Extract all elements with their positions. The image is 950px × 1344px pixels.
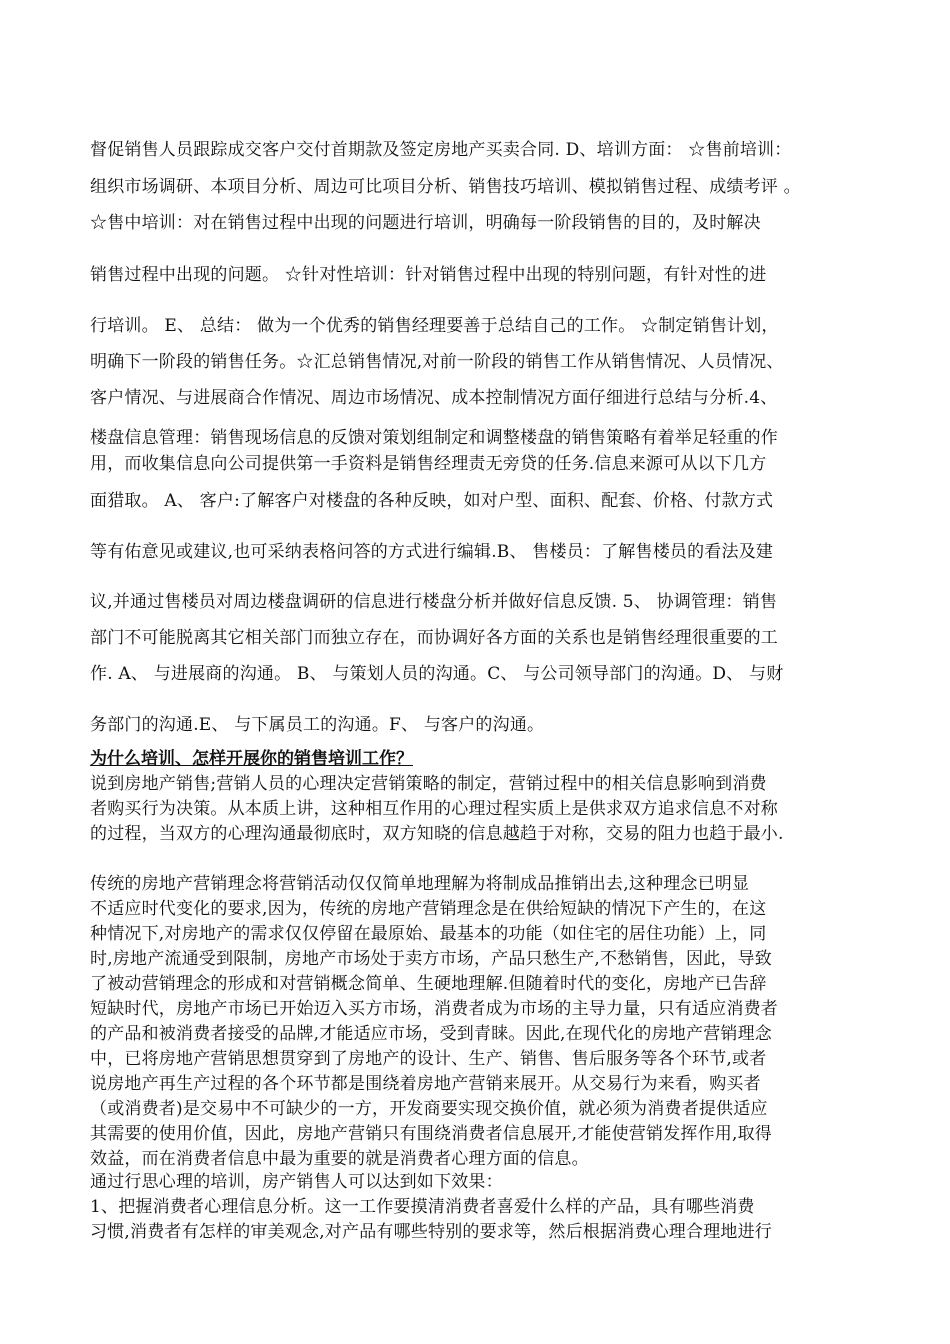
section-heading: 为什么培训、怎样开展你的销售培训工作？ — [90, 749, 413, 769]
text-line: 通过行思心理的培训，房产销售人可以达到如下效果： — [90, 1172, 503, 1192]
text-line: 其需要的使用价值，因此，房地产营销只有围绕消费者信息展开,才能使营销发挥作用,取得 — [90, 1124, 773, 1144]
text-line: 督促销售人员跟踪成交客户交付首期款及签定房地产买卖合同. D、培训方面： ☆售前培训： — [90, 140, 792, 160]
text-line: （或消费者)是交易中不可缺少的一方，开发商要实现交换价值，就必须为消费者提供适应 — [90, 1099, 768, 1119]
text-line: 部门不可能脱离其它相关部门而独立存在，而协调好各方面的关系也是销售经理很重要的工 — [90, 628, 778, 648]
text-line: 种情况下,对房地产的需求仅仅停留在最原始、最基本的功能（如住宅的居住功能）上，同 — [90, 924, 767, 944]
text-line: 说房地产再生产过程的各个环节都是围绕着房地产营销来展开。从交易行为来看，购买者 — [90, 1074, 761, 1094]
text-line: ☆售中培训：对在销售过程中出现的问题进行培训，明确每一阶段销售的目的，及时解决 — [90, 213, 761, 233]
text-line: 者购买行为决策。从本质上讲，这种相互作用的心理过程实质上是供求双方追求信息不对称 — [90, 799, 778, 819]
text-line: 面猎取。 A、 客户:了解客户对楼盘的各种反映，如对户型、面积、配套、价格、付款方式 — [90, 491, 774, 511]
text-line: 中，已将房地产营销思想贯穿到了房地产的设计、生产、销售、售后服务等各个环节,或者 — [90, 1049, 767, 1069]
text-line: 楼盘信息管理：销售现场信息的反馈对策划组制定和调整楼盘的销售策略有着举足轻重的作 — [90, 428, 778, 448]
text-line: 作. A、 与进展商的沟通。 B、 与策划人员的沟通。C、 与公司领导部门的沟通。D、 与财 — [90, 664, 784, 684]
text-line: 效益，而在消费者信息中最为重要的就是消费者心理方面的信息。 — [90, 1149, 589, 1169]
text-line: 务部门的沟通.E、 与下属员工的沟通。F、 与客户的沟通。 — [90, 715, 545, 735]
text-line: 的过程，当双方的心理沟通最彻底时，双方知晓的信息越趋于对称，交易的阻力也趋于最小. — [90, 824, 784, 844]
text-line: 等有佑意见或建议,也可采纳表格问答的方式进行编辑.B、 售楼员：了解售楼员的看法及建 — [90, 542, 774, 562]
text-line: 传统的房地产营销理念将营销活动仅仅简单地理解为将制成品推销出去,这种理念已明显 — [90, 874, 750, 894]
text-line: 短缺时代，房地产市场已开始迈入买方市场，消费者成为市场的主导力量，只有适应消费者 — [90, 999, 778, 1019]
text-line: 明确下一阶段的销售任务。☆汇总销售情况,对前一阶段的销售工作从销售情况、人员情况、 — [90, 352, 784, 372]
text-line: 了被动营销理念的形成和对营销概念简单、生硬地理解.但随着时代的变化，房地产已告辞 — [90, 974, 767, 994]
text-line: 议,并通过售楼员对周边楼盘调研的信息进行楼盘分析并做好信息反馈. 5、 协调管理：销售 — [90, 592, 778, 612]
text-line: 用，而收集信息向公司提供第一手资料是销售经理责无旁贷的任务.信息来源可从以下几方 — [90, 454, 767, 474]
text-line: 的产品和被消费者接受的品牌,才能适应市场，受到青睐。因此,在现代化的房地产营销理念 — [90, 1024, 773, 1044]
text-line: 行培训。 E、 总结： 做为一个优秀的销售经理要善于总结自己的工作。 ☆制定销售计划， — [90, 316, 779, 336]
text-line: 组织市场调研、本项目分析、周边可比项目分析、销售技巧培训、模拟销售过程、成绩考评 。 — [90, 177, 801, 197]
text-line: 习惯,消费者有怎样的审美观念,对产品有哪些特别的要求等，然后根据消费心理合理地进行 — [90, 1222, 773, 1242]
text-line: 不适应时代变化的要求,因为，传统的房地产营销理念是在供给短缺的情况下产生的，在这 — [90, 899, 767, 919]
text-line: 客户情况、与进展商合作情况、周边市场情况、成本控制情况方面仔细进行总结与分析.4、 — [90, 388, 778, 408]
text-line: 说到房地产销售;营销人员的心理决定营销策略的制定，营销过程中的相关信息影响到消费 — [90, 774, 767, 794]
text-line: 时,房地产流通受到限制，房地产市场处于卖方市场，产品只愁生产,不愁销售，因此，导致 — [90, 949, 773, 969]
text-line: 销售过程中出现的问题。 ☆针对性培训：针对销售过程中出现的特别问题，有针对性的进 — [90, 265, 767, 285]
text-line: 1、把握消费者心理信息分析。这一工作要摸清消费者喜爱什么样的产品，具有哪些消费 — [90, 1197, 755, 1217]
